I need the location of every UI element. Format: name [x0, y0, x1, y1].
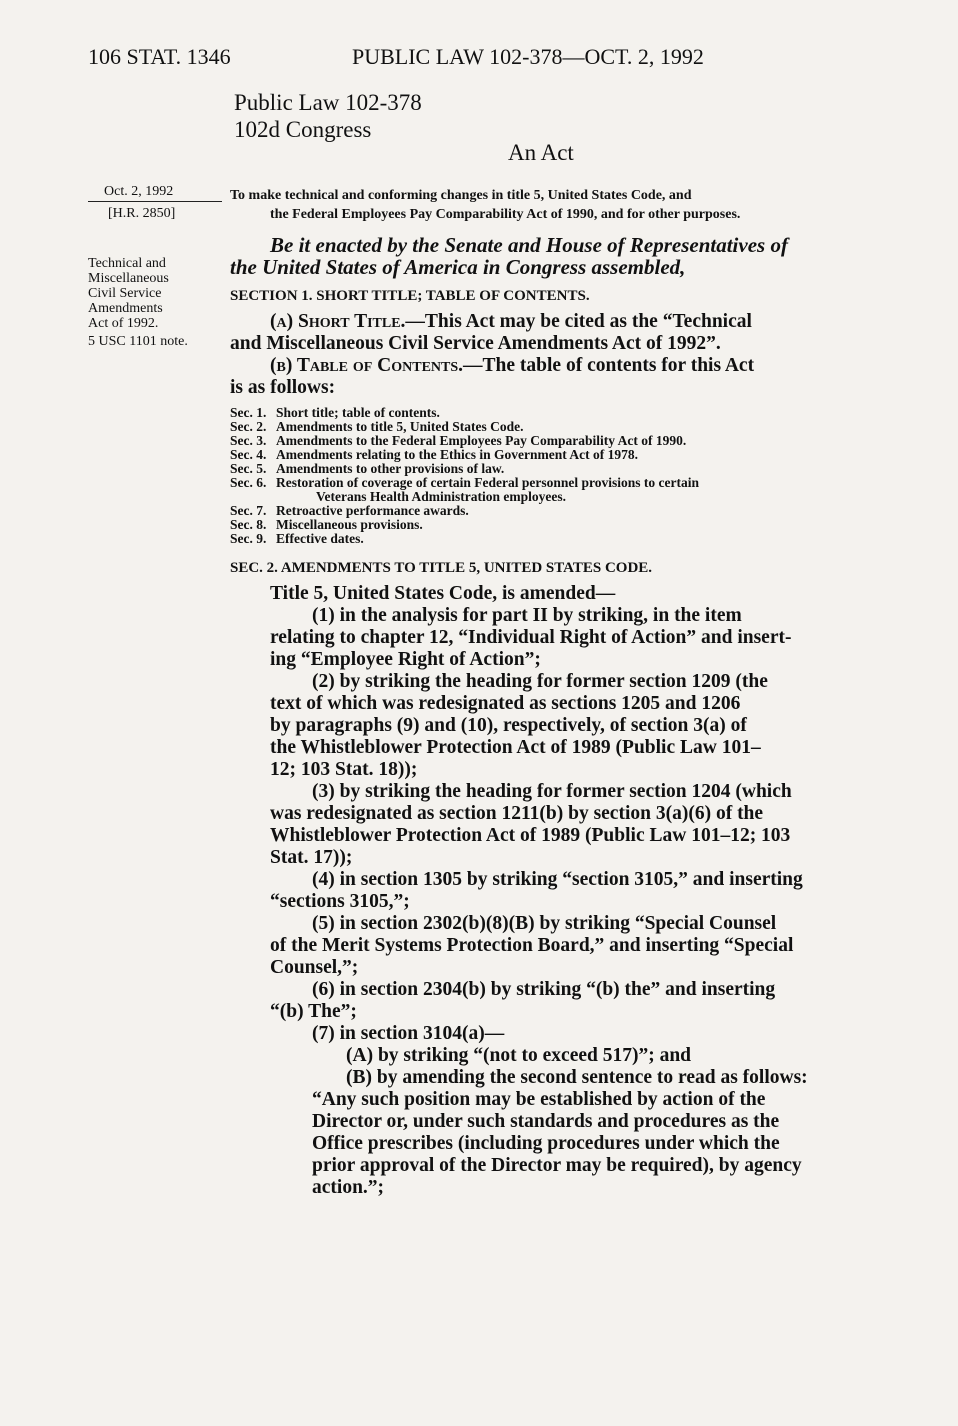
law-number: Public Law 102-378 [234, 90, 422, 115]
sec2-line: 12; 103 Stat. 18)); [270, 759, 418, 780]
sec2-line: of the Merit Systems Protection Board,” and inserting “Special [270, 935, 794, 956]
sec2-line: action.”; [312, 1177, 385, 1198]
margin-short-title-line: Miscellaneous [88, 271, 169, 286]
sec2-line: (7) in section 3104(a)— [312, 1023, 505, 1044]
toc-number: Sec. 5. [230, 461, 267, 476]
toc-text: Effective dates. [276, 531, 364, 546]
page-reference: 106 STAT. 1346 [88, 44, 231, 69]
subsection-b-text: —The table of contents for this Act [463, 355, 755, 376]
sec2-line: (3) by striking the heading for former section 1204 (which [312, 781, 792, 802]
subsection-a-text: —This Act may be cited as the “Technical [405, 311, 752, 332]
sec2-line: (5) in section 2302(b)(8)(B) by striking “Special Counsel [312, 913, 777, 934]
toc-number: Sec. 4. [230, 447, 267, 462]
margin-usc-note: 5 USC 1101 note. [88, 334, 188, 349]
subsection-b-label: (b) Table of Contents. [270, 355, 464, 376]
sec2-line: Stat. 17)); [270, 847, 353, 868]
toc-number: Sec. 9. [230, 531, 267, 546]
act-label: An Act [508, 140, 574, 165]
margin-short-title-line: Technical and [88, 256, 166, 271]
sec2-line: “(b) The”; [270, 1001, 357, 1022]
sec2-line: (4) in section 1305 by striking “section 3105,” and inserting [312, 869, 803, 890]
sec2-line: was redesignated as section 1211(b) by section 3(a)(6) of the [270, 803, 764, 824]
toc-number: Sec. 7. [230, 503, 267, 518]
margin-short-title-line: Amendments [88, 301, 163, 316]
toc-text: Retroactive performance awards. [276, 503, 469, 518]
toc-text: Veterans Health Administration employees. [316, 489, 566, 504]
sec2-line: “sections 3105,”; [270, 891, 410, 912]
toc-number: Sec. 2. [230, 419, 267, 434]
margin-bill-number: [H.R. 2850] [108, 206, 176, 221]
subsection-a-label: (a) Short Title. [270, 311, 406, 332]
sec2-line: prior approval of the Director may be required), by agency [312, 1155, 802, 1176]
section-1-subsection-a [270, 312, 752, 333]
section-1-heading: SECTION 1. SHORT TITLE; TABLE OF CONTENTS. [230, 288, 590, 304]
sec2-line: Office prescribes (including procedures under which the [312, 1133, 780, 1154]
margin-short-title [88, 256, 169, 331]
sec2-line: by paragraphs (9) and (10), respectively, of section 3(a) of [270, 715, 747, 736]
toc-number: Sec. 3. [230, 433, 267, 448]
sec2-line: relating to chapter 12, “Individual Right of Action” and insert- [270, 627, 792, 648]
running-title: PUBLIC LAW 102-378—OCT. 2, 1992 [352, 44, 704, 69]
sec2-line: “Any such position may be established by action of the [312, 1089, 766, 1110]
margin-short-title-line: Civil Service [88, 286, 162, 301]
toc-text: Amendments to the Federal Employees Pay Comparability Act of 1990. [276, 433, 687, 448]
sec2-line: Director or, under such standards and procedures as the [312, 1111, 780, 1132]
sec2-line: (1) in the analysis for part II by striking, in the item [312, 605, 742, 626]
sec2-line: Counsel,”; [270, 957, 359, 978]
toc-text: Amendments to title 5, United States Code. [276, 419, 524, 434]
table-of-contents [230, 406, 870, 556]
sec2-line: Title 5, United States Code, is amended— [270, 583, 616, 604]
sec2-line: ing “Employee Right of Action”; [270, 649, 541, 670]
enacting-clause-line: Be it enacted by the Senate and House of Representatives of [270, 233, 788, 257]
sec2-line: (2) by striking the heading for former section 1209 (the [312, 671, 768, 692]
toc-number: Sec. 8. [230, 517, 267, 532]
sec2-line: (6) in section 2304(b) by striking “(b) the” and inserting [312, 979, 776, 1000]
toc-number: Sec. 6. [230, 475, 267, 490]
toc-text: Amendments to other provisions of law. [276, 461, 505, 476]
sec2-line: (B) by amending the second sentence to read as follows: [346, 1067, 808, 1088]
sec2-line: text of which was redesignated as sections 1205 and 1206 [270, 693, 741, 714]
margin-date: Oct. 2, 1992 [104, 184, 174, 199]
sec2-line: (A) by striking “(not to exceed 517)”; and [346, 1045, 692, 1066]
sec2-line: Whistleblower Protection Act of 1989 (Public Law 101–12; 103 [270, 825, 791, 846]
enacting-clause-line: the United States of America in Congress assembled, [230, 255, 686, 279]
congress-number: 102d Congress [234, 117, 372, 142]
subsection-a-continued: and Miscellaneous Civil Service Amendments Act of 1992”. [230, 333, 721, 354]
sec2-line: the Whistleblower Protection Act of 1989 (Public Law 101– [270, 737, 761, 758]
purpose-line: the Federal Employees Pay Comparability Act of 1990, and for other purposes. [270, 207, 741, 222]
toc-number: Sec. 1. [230, 405, 267, 420]
toc-text: Restoration of coverage of certain Federal personnel provisions to certain [276, 475, 700, 490]
subsection-b-continued: is as follows: [230, 377, 336, 398]
toc-text: Short title; table of contents. [276, 405, 440, 420]
margin-short-title-line: Act of 1992. [88, 316, 159, 331]
purpose-line: To make technical and conforming changes in title 5, United States Code, and [230, 188, 692, 203]
toc-text: Amendments relating to the Ethics in Government Act of 1978. [276, 447, 638, 462]
section-2-heading: SEC. 2. AMENDMENTS TO TITLE 5, UNITED STATES CODE. [230, 560, 653, 576]
toc-text: Miscellaneous provisions. [276, 517, 423, 532]
margin-divider [88, 201, 222, 202]
section-1-subsection-b [270, 356, 754, 377]
